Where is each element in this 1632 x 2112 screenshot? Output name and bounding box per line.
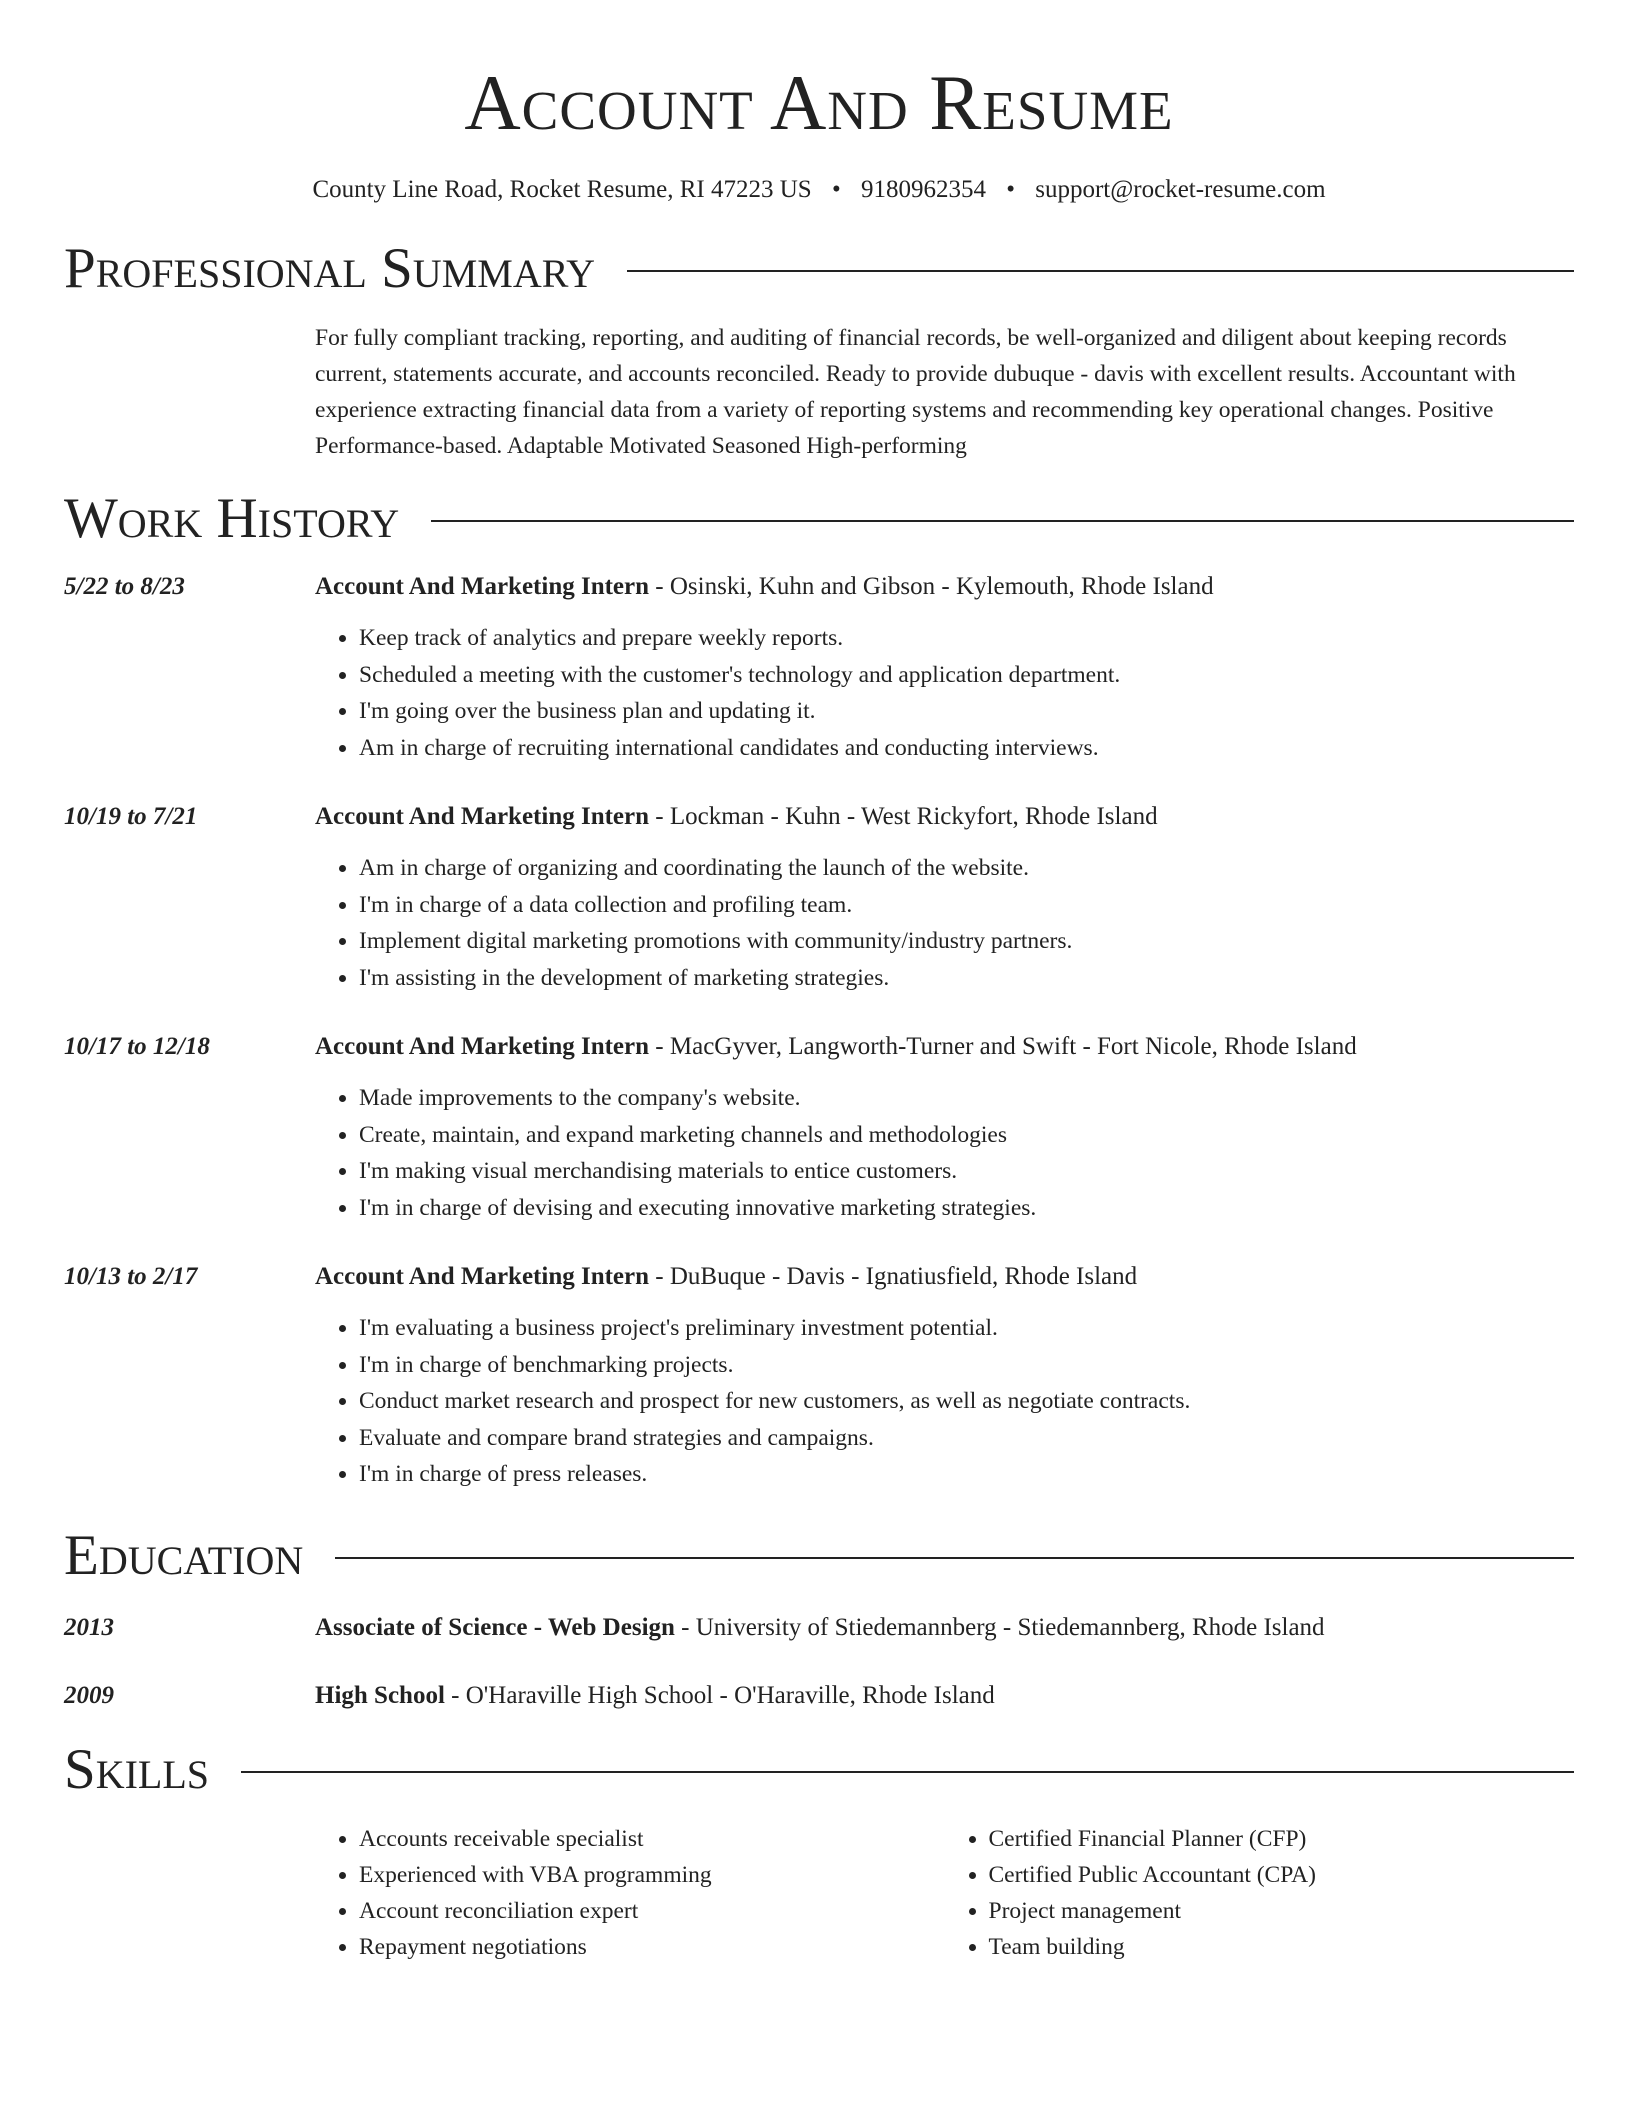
contact-phone: 9180962354 bbox=[860, 176, 986, 203]
section-divider bbox=[431, 520, 1574, 522]
job-bullets bbox=[315, 1310, 1574, 1493]
job-bullet: • Keep track of analytics and prepare weekly reports. bbox=[359, 620, 1574, 657]
job-bullet: • I'm evaluating a business project's preliminary investment potential. bbox=[359, 1310, 1574, 1347]
job-heading-line bbox=[315, 570, 1574, 604]
job-details: - DuBuque - Davis - Ignatiusfield, Rhode Island bbox=[649, 1263, 1138, 1290]
job-entry bbox=[64, 1260, 1574, 1493]
job-dates: 10/17 to 12/18 bbox=[64, 1033, 210, 1060]
job-details: - Osinski, Kuhn and Gibson - Kylemouth, Rhode Island bbox=[649, 573, 1214, 600]
education-line bbox=[315, 1679, 1574, 1713]
job-title: Account And Marketing Intern bbox=[315, 1033, 650, 1060]
resume-name: Account And Resume bbox=[464, 59, 1174, 146]
job-title: Account And Marketing Intern bbox=[315, 573, 650, 600]
skills-heading: Skills bbox=[64, 1737, 210, 1801]
job-bullet: • I'm in charge of a data collection and profiling team. bbox=[359, 887, 1574, 924]
job-dates: 5/22 to 8/23 bbox=[64, 573, 185, 600]
education-details: - O'Haraville High School - O'Haraville, Rhode Island bbox=[444, 1681, 995, 1709]
job-bullet: • I'm in charge of benchmarking projects. bbox=[359, 1347, 1574, 1384]
skill-item: • Account reconciliation expert bbox=[359, 1893, 945, 1929]
education-details: - University of Stiedemannberg - Stiedemannberg, Rhode Island bbox=[674, 1613, 1325, 1641]
skill-item: • Certified Public Accountant (CPA) bbox=[989, 1857, 1575, 1893]
job-bullets bbox=[315, 620, 1574, 766]
education-year: 2009 bbox=[64, 1681, 114, 1709]
contact-email[interactable]: support@rocket-resume.com bbox=[1035, 176, 1326, 203]
job-bullet: • Create, maintain, and expand marketing channels and methodologies bbox=[359, 1117, 1574, 1154]
skill-item: • Team building bbox=[989, 1929, 1575, 1965]
job-title: Account And Marketing Intern bbox=[315, 803, 650, 830]
education-line bbox=[315, 1611, 1574, 1645]
job-bullet: • I'm assisting in the development of marketing strategies. bbox=[359, 960, 1574, 997]
skill-item: • Experienced with VBA programming bbox=[359, 1857, 945, 1893]
job-bullet: • I'm going over the business plan and updating it. bbox=[359, 693, 1574, 730]
job-bullet: • I'm making visual merchandising materials to entice customers. bbox=[359, 1153, 1574, 1190]
job-title: Account And Marketing Intern bbox=[315, 1263, 650, 1290]
contact-separator: • bbox=[1006, 176, 1015, 203]
education-year: 2013 bbox=[64, 1613, 114, 1641]
education-entry bbox=[64, 1679, 1574, 1713]
skill-item: • Project management bbox=[989, 1893, 1575, 1929]
education-section-header bbox=[64, 1523, 1574, 1589]
contact-separator: • bbox=[831, 176, 841, 203]
skills-column-right bbox=[945, 1821, 1575, 1965]
job-heading-line bbox=[315, 1260, 1574, 1294]
job-details: - MacGyver, Langworth-Turner and Swift - Fort Nicole, Rhode Island bbox=[649, 1033, 1357, 1060]
job-entry bbox=[64, 1030, 1574, 1226]
job-bullet: • Implement digital marketing promotions with community/industry partners. bbox=[359, 923, 1574, 960]
skills-list bbox=[315, 1821, 1574, 1965]
work-heading: Work History bbox=[64, 487, 400, 550]
job-entry bbox=[64, 570, 1574, 766]
contact-address: County Line Road, Rocket Resume, RI 47223 US bbox=[312, 176, 812, 203]
job-bullets bbox=[315, 1080, 1574, 1226]
section-divider bbox=[241, 1771, 1574, 1773]
education-heading: Education bbox=[64, 1523, 304, 1587]
education-entry bbox=[64, 1611, 1574, 1645]
job-heading-line bbox=[315, 800, 1574, 834]
education-degree: Associate of Science - Web Design bbox=[315, 1613, 675, 1641]
skills-section-header bbox=[64, 1737, 1574, 1803]
job-bullet: • Evaluate and compare brand strategies and campaigns. bbox=[359, 1420, 1574, 1457]
job-bullets bbox=[315, 850, 1574, 996]
contact-line bbox=[64, 174, 1574, 206]
skill-item: • Accounts receivable specialist bbox=[359, 1821, 945, 1857]
summary-text: For fully compliant tracking, reporting, and auditing of financial records, be well-organized and diligent about keeping records current, statements accurate, and accounts reconciled. Ready to provide dubuque - davis with excellent results. Accountant with experience extracting financial data from a variety of reporting systems and recommending key operational changes. Positive Performance-based. Adaptable Motivated Seasoned High-performing bbox=[315, 325, 1516, 459]
education-degree: High School bbox=[315, 1681, 445, 1709]
job-bullet: • I'm in charge of press releases. bbox=[359, 1456, 1574, 1493]
job-dates: 10/13 to 2/17 bbox=[64, 1263, 198, 1290]
job-dates: 10/19 to 7/21 bbox=[64, 803, 198, 830]
skill-item: • Certified Financial Planner (CFP) bbox=[989, 1821, 1575, 1857]
summary-heading: Professional Summary bbox=[64, 237, 596, 300]
job-details: - Lockman - Kuhn - West Rickyfort, Rhode Island bbox=[649, 803, 1158, 830]
section-divider bbox=[335, 1557, 1574, 1559]
job-heading-line bbox=[315, 1030, 1574, 1064]
work-history-list bbox=[64, 570, 1574, 1493]
resume-page bbox=[64, 0, 1574, 1965]
job-bullet: • Am in charge of recruiting international candidates and conducting interviews. bbox=[359, 730, 1574, 767]
skill-item: • Repayment negotiations bbox=[359, 1929, 945, 1965]
job-bullet: • Conduct market research and prospect for new customers, as well as negotiate contracts. bbox=[359, 1383, 1574, 1420]
summary-section-header bbox=[64, 236, 1574, 302]
work-section-header bbox=[64, 486, 1574, 552]
job-bullet: • I'm in charge of devising and executing innovative marketing strategies. bbox=[359, 1190, 1574, 1227]
job-entry bbox=[64, 800, 1574, 996]
job-bullet: • Am in charge of organizing and coordinating the launch of the website. bbox=[359, 850, 1574, 887]
job-bullet: • Made improvements to the company's website. bbox=[359, 1080, 1574, 1117]
skills-column-left bbox=[315, 1821, 945, 1965]
job-bullet: • Scheduled a meeting with the customer's technology and application department. bbox=[359, 657, 1574, 694]
section-divider bbox=[627, 270, 1574, 272]
